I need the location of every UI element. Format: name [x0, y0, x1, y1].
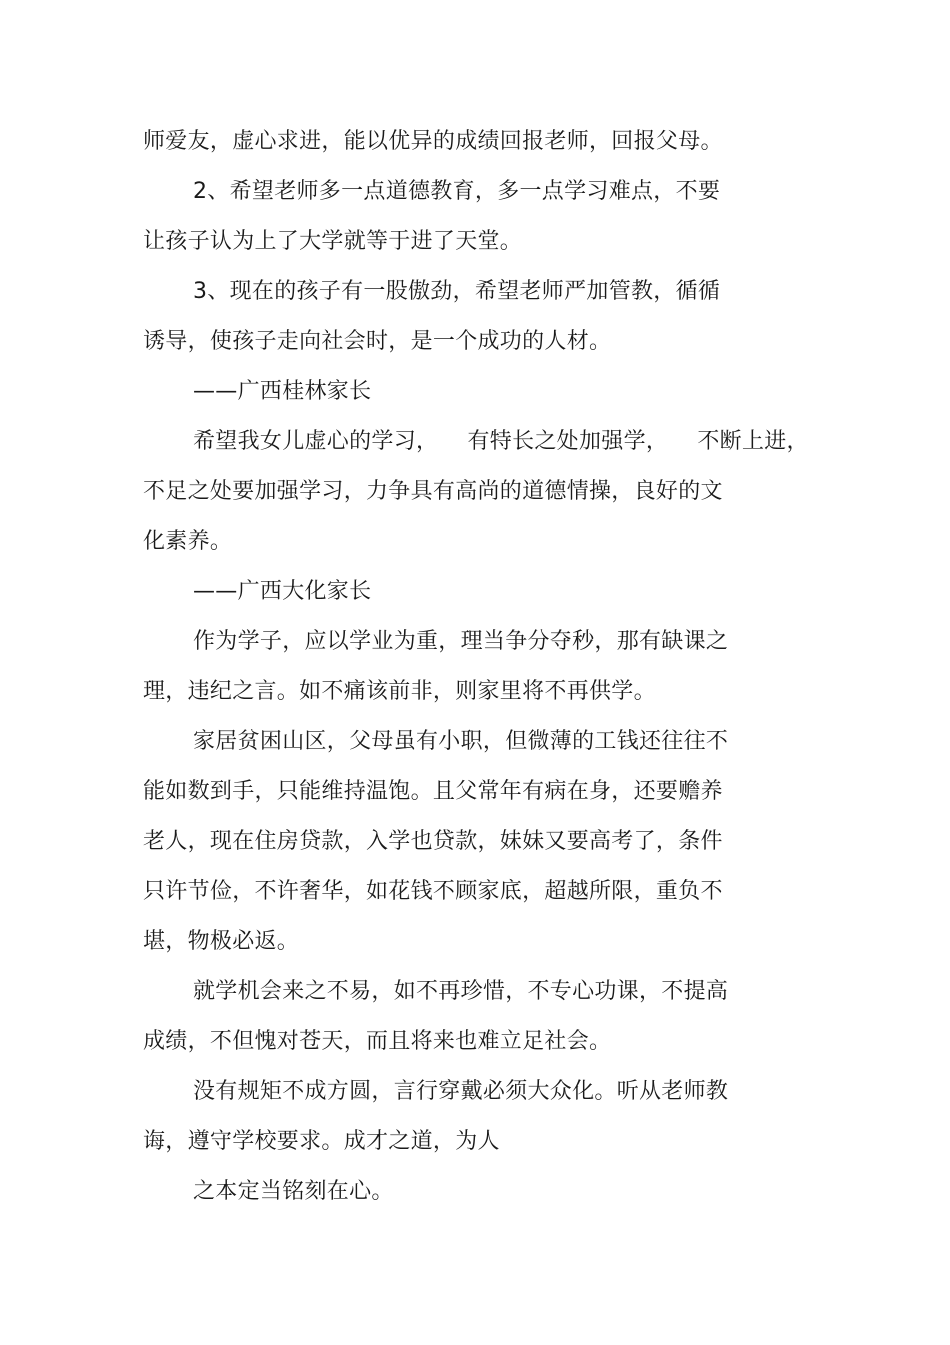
- text-line: 只许节俭，不许奢华，如花钱不顾家底，超越所限，重负不: [143, 879, 723, 904]
- text-line: 让孩子认为上了大学就等于进了天堂。: [143, 229, 523, 254]
- text-line: 不足之处要加强学习，力争具有高尚的道德情操，良好的文: [143, 479, 723, 504]
- text-line: 师爱友，虚心求进，能以优异的成绩回报老师，回报父母。: [143, 129, 723, 154]
- text-line: 理，违纪之言。如不痛该前非，则家里将不再供学。: [143, 679, 656, 704]
- text-line: 3、现在的孩子有一股傲劲，希望老师严加管教，循循: [193, 279, 721, 304]
- text-line: 希望我女儿虚心的学习， 有特长之处加强学， 不断上进，: [193, 429, 809, 454]
- text-line: 堪，物极必返。: [143, 929, 300, 954]
- text-line: 就学机会来之不易，如不再珍惜，不专心功课，不提高: [193, 979, 729, 1004]
- signature-line: ——广西桂林家长: [193, 379, 372, 404]
- text-line: 诲，遵守学校要求。成才之道，为人: [143, 1129, 500, 1154]
- text-line: 家居贫困山区，父母虽有小职，但微薄的工钱还往往不: [193, 729, 729, 754]
- text-line: 没有规矩不成方圆，言行穿戴必须大众化。听从老师教: [193, 1079, 729, 1104]
- text-line: 化素养。: [143, 529, 233, 554]
- text-line: 作为学子，应以学业为重，理当争分夺秒，那有缺课之: [193, 629, 729, 654]
- text-line: 2、希望老师多一点道德教育，多一点学习难点，不要: [193, 179, 721, 204]
- text-line: 老人，现在住房贷款，入学也贷款，妹妹又要高考了，条件: [143, 829, 723, 854]
- text-line: 诱导，使孩子走向社会时，是一个成功的人材。: [143, 329, 612, 354]
- text-line: 能如数到手，只能维持温饱。且父常年有病在身，还要赡养: [143, 779, 723, 804]
- text-line: 成绩，不但愧对苍天，而且将来也难立足社会。: [143, 1029, 612, 1054]
- signature-line: ——广西大化家长: [193, 579, 372, 604]
- text-line: 之本定当铭刻在心。: [193, 1179, 394, 1204]
